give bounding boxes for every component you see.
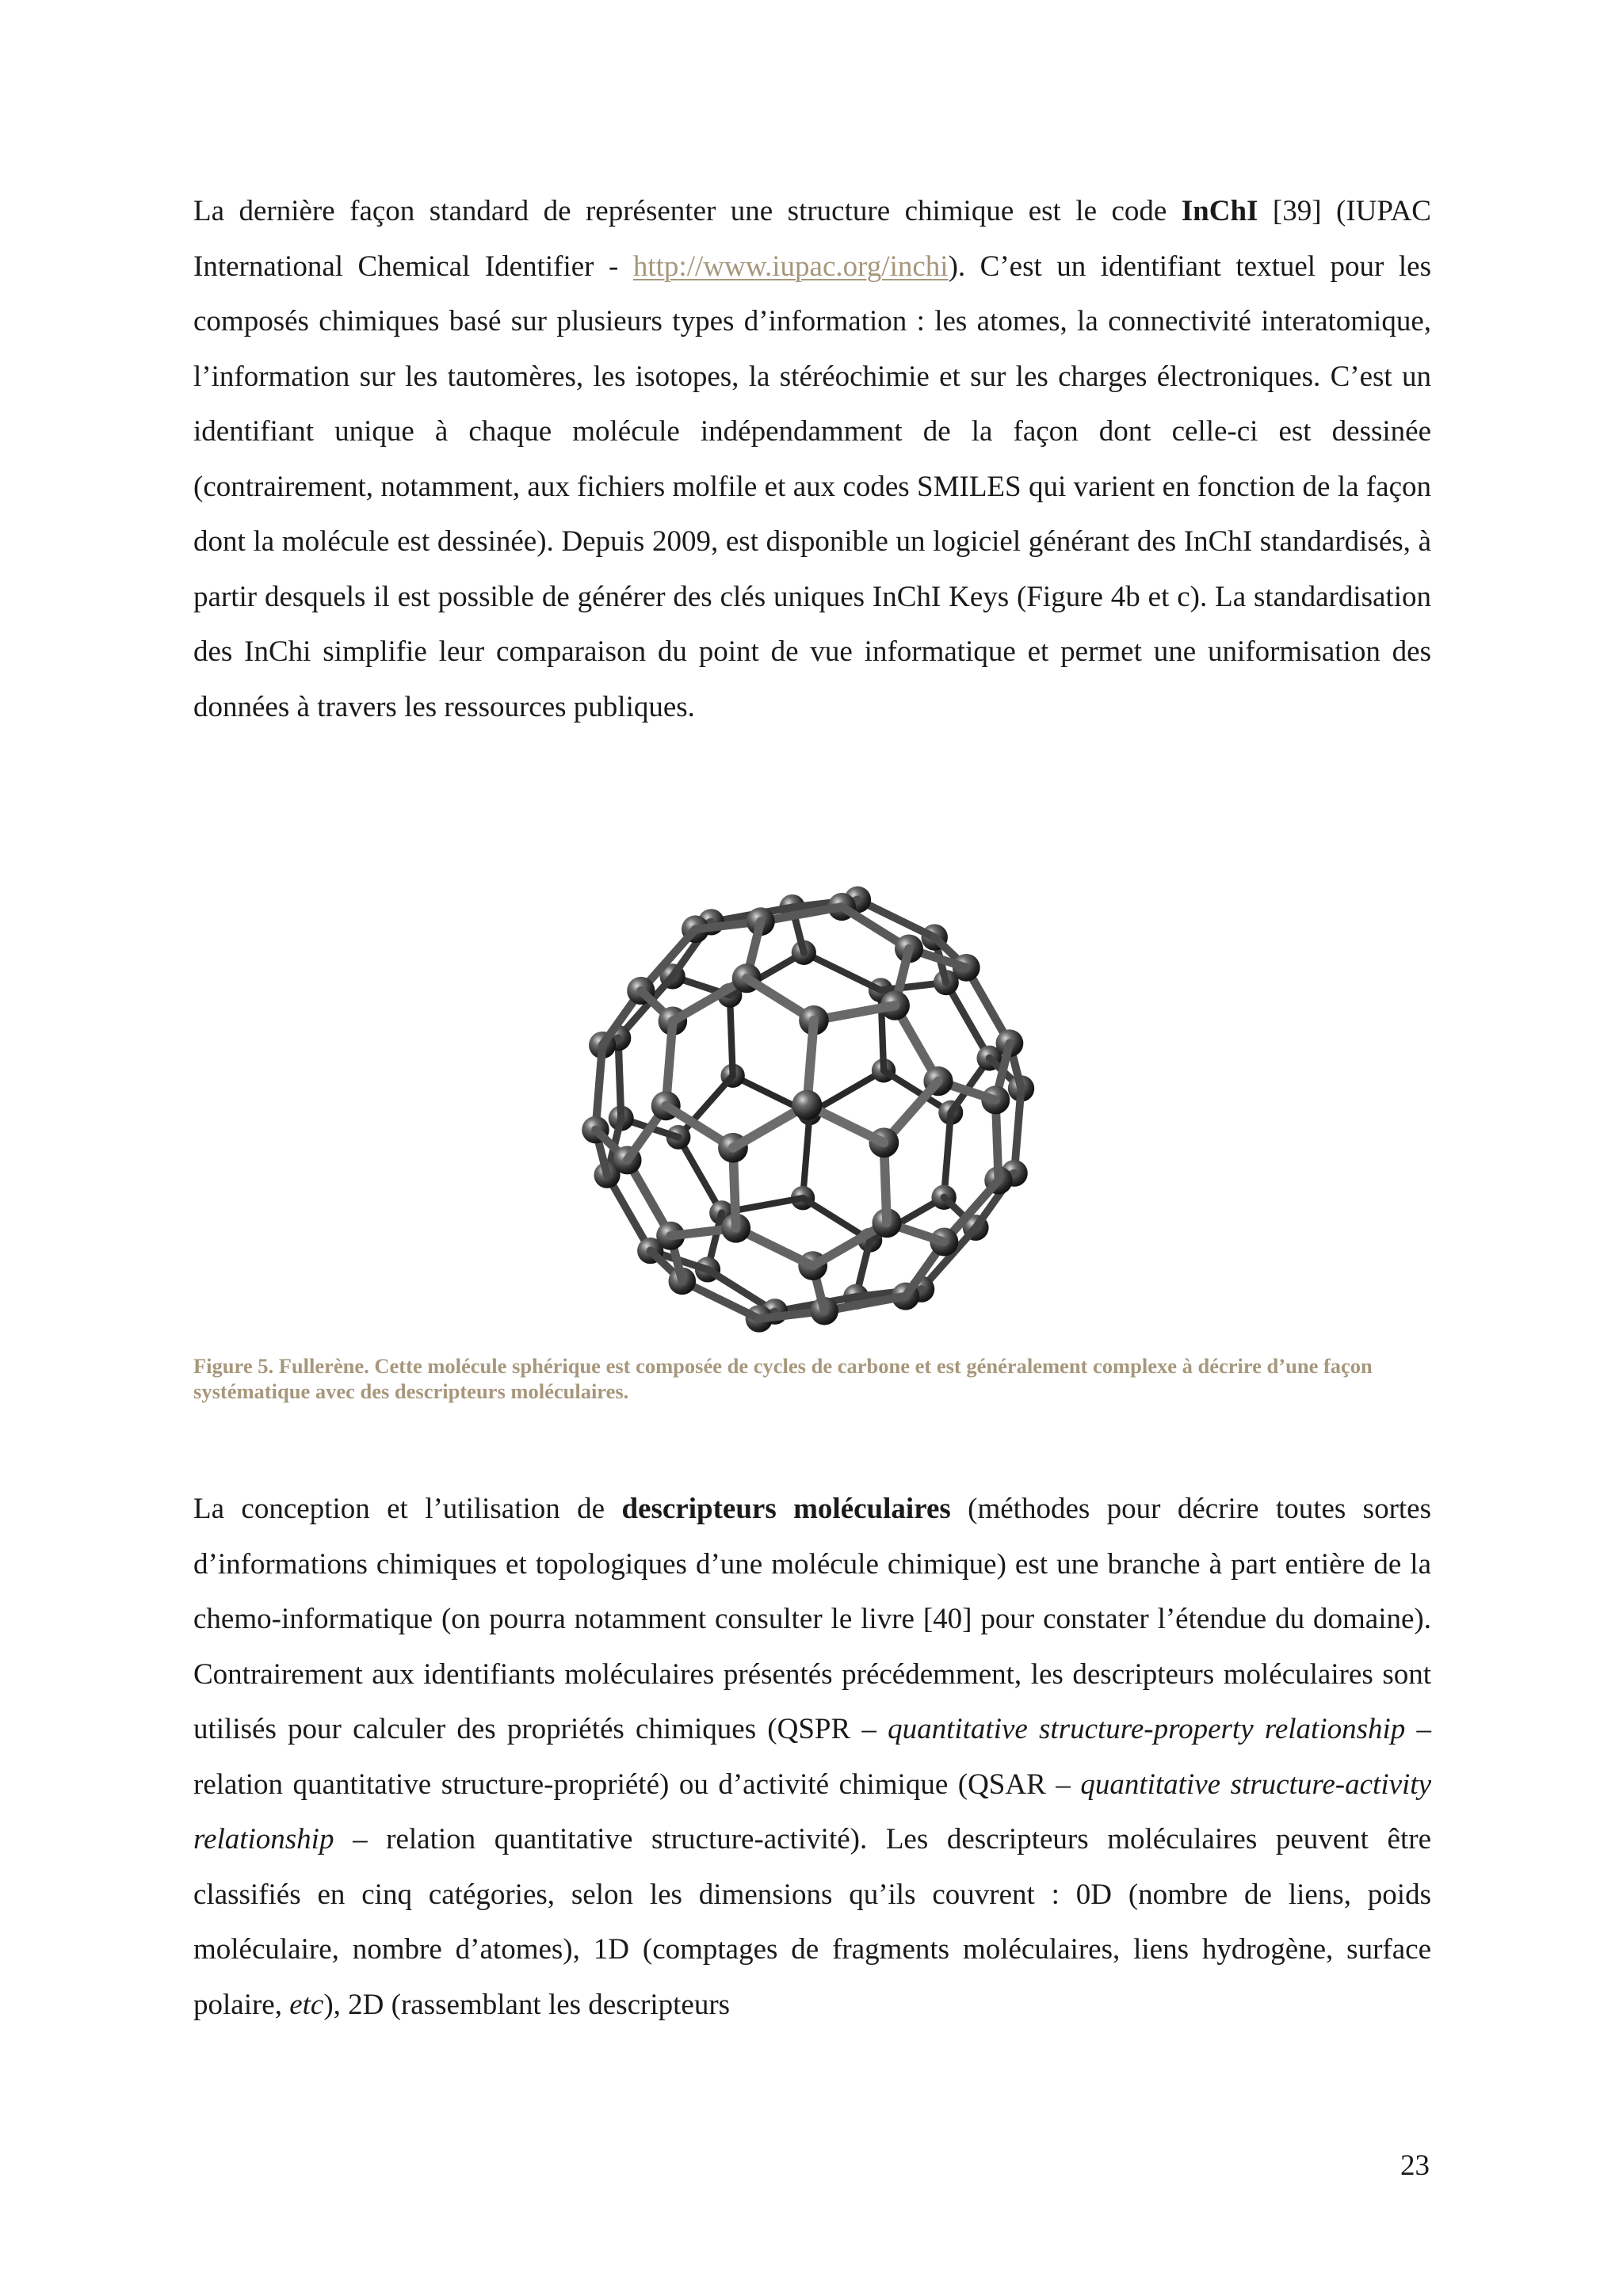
- body-paragraph-descriptors: [193, 1482, 1431, 2032]
- text-segment: – relation quantitative structure-propriété) ou d’activité chimique (QSAR –: [193, 1713, 1431, 1801]
- text-segment: – relation quantitative structure-activité). Les descripteurs moléculaires peuvent être classifiés en cinq catégories, selon les dimensions qu’ils couvrent : 0D (nombre de liens, poids moléculaire, nombre d’atomes), 1D (comptages de fragments moléculaires, liens hydrogène, surface polaire,: [193, 1823, 1431, 2021]
- text-segment: ), 2D (rassemblant les descripteurs: [323, 1988, 731, 2021]
- bond: [803, 1113, 810, 1198]
- bond: [678, 1137, 722, 1212]
- italic-term-etc: etc: [289, 1988, 324, 2021]
- bold-term-descriptors: descripteurs moléculaires: [621, 1493, 951, 1525]
- body-paragraph-inchi: [193, 184, 1431, 734]
- figure-caption: Figure 5. Fullerène. Cette molécule sphérique est composée de cycles de carbone et est généralement complexe à décrire d’une façon systématique avec des descripteurs moléculaires.: [193, 1354, 1373, 1403]
- bold-term-inchi: InChI: [1181, 195, 1258, 227]
- text-segment: La dernière façon standard de représenter une structure chimique est le code: [193, 195, 1182, 227]
- bond: [944, 1112, 951, 1197]
- text-segment: (méthodes pour décrire toutes sortes d’informations chimiques et topologiques d’une molécule chimique) est une branche à part entière de la chemo-informatique (on pourra notamment consulter le livre [40] pour constater l’étendue du domaine). Contrairement aux identifiants moléculaires présentés précédemment, les descripteurs moléculaires sont utilisés pour calculer des propriétés chimiques (QSPR –: [193, 1493, 1431, 1745]
- carbon-atom: [792, 1090, 822, 1120]
- fullerene-figure: [555, 856, 1062, 1363]
- bond: [804, 952, 880, 990]
- iupac-inchi-link[interactable]: http://www.iupac.org/inchi: [632, 250, 949, 283]
- text-segment: La conception et l’utilisation de: [193, 1493, 622, 1525]
- page-number: 23: [1400, 2149, 1430, 2182]
- text-segment: [39] (IUPAC International Chemical Identifier -: [193, 195, 1431, 283]
- text-segment: ). C’est un identifiant textuel pour les composés chimiques basé sur plusieurs types d’information : les atomes, la connectivité interatomique, l’information sur les tautomères, les isotopes, la stéréochimie et sur les charges électroniques. C’est un identifiant unique à chaque molécule indépendamment de la façon dont celle-ci est dessinée (contrairement, notamment, aux fichiers molfile et aux codes SMILES qui varient en fonction de la façon dont la molécule est dessinée). Depuis 2009, est disponible un logiciel générant des InChI standardisés, à partir desquels il est possible de générer des clés uniques InChI Keys (Figure 4b et c). La standardisation des InChi simplifie leur comparaison du point de vue informatique et permet une uniformisation des données à travers les ressources publiques.: [193, 250, 1431, 723]
- italic-term-qspr: quantitative structure-property relationship: [888, 1713, 1406, 1745]
- fullerene-icon: [555, 856, 1062, 1363]
- italic-term-qsar: quantitative structure-activity relationship: [193, 1768, 1432, 1855]
